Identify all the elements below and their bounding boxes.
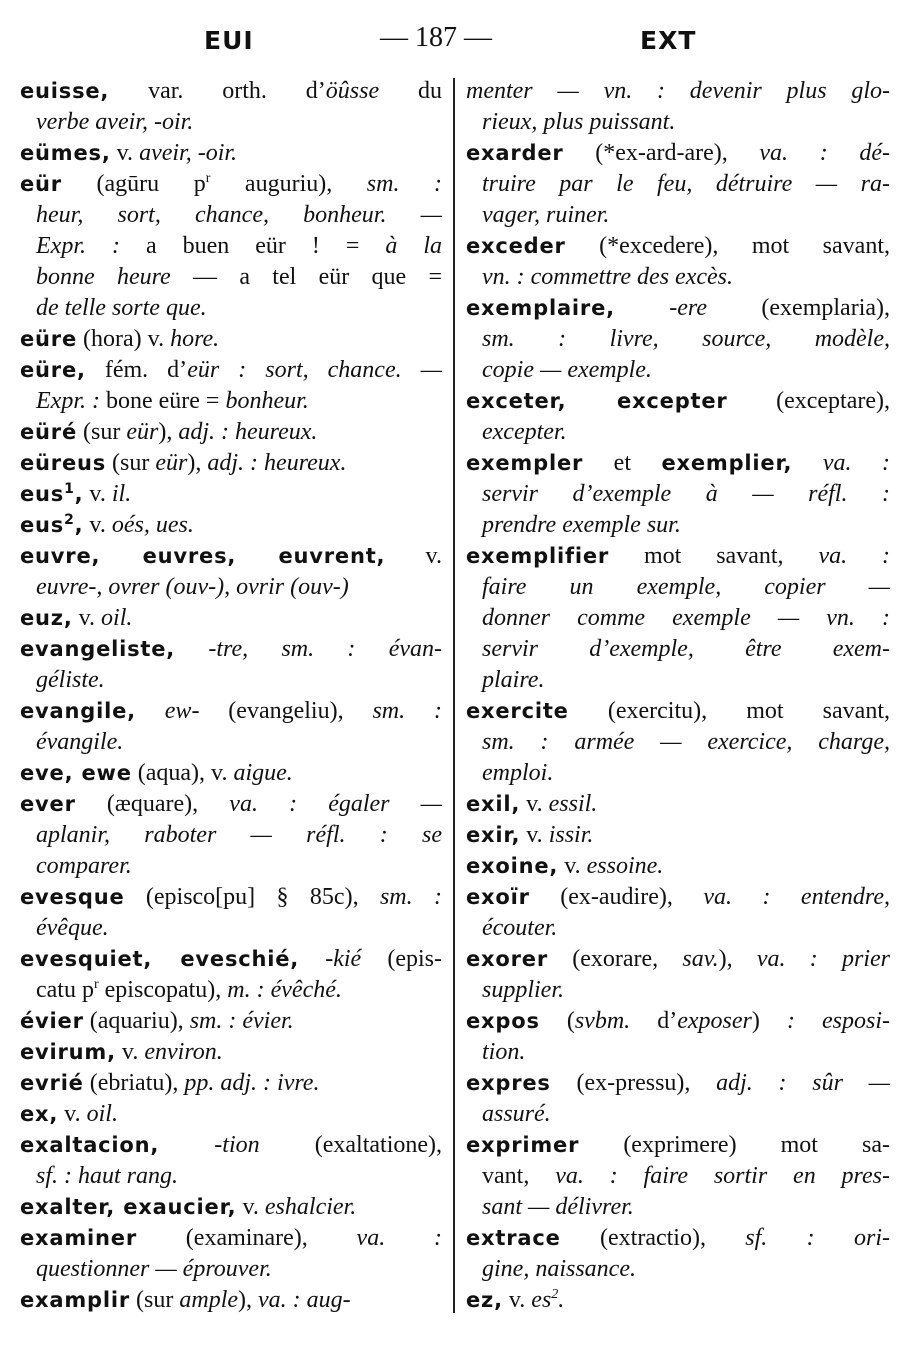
dictionary-entry bbox=[20, 479, 442, 510]
right-column bbox=[466, 76, 890, 1316]
entry-line: exemplifier mot savant, va. : bbox=[466, 543, 890, 569]
entry-line: excepter. bbox=[482, 419, 567, 445]
entry-line: truire par le feu, détruire — ra- bbox=[482, 171, 890, 197]
dictionary-entry bbox=[466, 231, 890, 293]
entry-line: ez, v. $es^2$. bbox=[466, 1287, 565, 1313]
dictionary-entry bbox=[466, 696, 890, 789]
entry-line: vant, va. : faire sortir en pres- bbox=[482, 1163, 890, 1189]
page-number: — 187 — bbox=[380, 22, 492, 53]
dictionary-entry bbox=[20, 1037, 442, 1068]
entry-line: evirum, v. environ. bbox=[20, 1039, 223, 1065]
dictionary-entry bbox=[466, 541, 890, 696]
dictionary-entry bbox=[20, 1006, 442, 1037]
entry-line: euisse, var. orth. d’öûsse du bbox=[20, 78, 442, 104]
dictionary-entry bbox=[20, 696, 442, 758]
entry-line: servir d’exemple à — réfl. : bbox=[482, 481, 890, 507]
dictionary-entry bbox=[466, 386, 890, 448]
dictionary-entry bbox=[20, 355, 442, 417]
dictionary-entry bbox=[20, 634, 442, 696]
dictionary-entry bbox=[20, 1068, 442, 1099]
entry-line: menter — vn. : devenir plus glo- bbox=[466, 78, 890, 104]
entry-line: evesque (episco[pu] § 85c), sm. : bbox=[20, 884, 442, 910]
entry-line: heur, sort, chance, bonheur. — bbox=[36, 202, 442, 228]
entry-line: exercite (exercitu), mot savant, bbox=[466, 698, 890, 724]
dictionary-entry bbox=[466, 1068, 890, 1130]
entry-line: eve, ewe (aqua), v. aigue. bbox=[20, 760, 293, 786]
entry-line: plaire. bbox=[482, 667, 545, 693]
dictionary-entry bbox=[20, 1130, 442, 1192]
entry-line: eür (agūru $p^r$ auguriu), sm. : bbox=[20, 171, 442, 197]
entry-line: exemplaire, -ere (exemplaria), bbox=[466, 295, 890, 321]
entry-line: sant — délivrer. bbox=[482, 1194, 634, 1220]
entry-line: exaltacion, -tion (exaltatione), bbox=[20, 1132, 442, 1158]
entry-line: sm. : armée — exercice, charge, bbox=[482, 729, 890, 755]
entry-line: Expr. : a buen eür ! = à la bbox=[36, 233, 442, 259]
entry-line: évêque. bbox=[36, 915, 109, 941]
entry-line: exoïr (ex-audire), va. : entendre, bbox=[466, 884, 890, 910]
entry-line: servir d’exemple, être exem- bbox=[482, 636, 890, 662]
column-divider bbox=[453, 78, 455, 1313]
entry-line: evangile, ew- (evangeliu), sm. : bbox=[20, 698, 442, 724]
dictionary-entry bbox=[466, 1285, 890, 1316]
entry-line: exir, v. issir. bbox=[466, 822, 594, 848]
entry-line: expres (ex-pressu), adj. : sûr — bbox=[466, 1070, 890, 1096]
entry-line: exceder (*excedere), mot savant, bbox=[466, 233, 890, 259]
dictionary-entry bbox=[466, 448, 890, 541]
entry-line: supplier. bbox=[482, 977, 565, 1003]
dictionary-entry bbox=[20, 541, 442, 603]
dictionary-entry bbox=[20, 138, 442, 169]
dictionary-entry bbox=[466, 851, 890, 882]
entry-line: exprimer (exprimere) mot sa- bbox=[466, 1132, 890, 1158]
entry-line: prendre exemple sur. bbox=[482, 512, 681, 538]
entry-line: examiner (examinare), va. : bbox=[20, 1225, 442, 1251]
dictionary-entry bbox=[20, 448, 442, 479]
entry-line: géliste. bbox=[36, 667, 105, 693]
entry-line: Expr. : bone eüre = bonheur. bbox=[36, 388, 309, 414]
entry-line: sf. : haut rang. bbox=[36, 1163, 179, 1189]
dictionary-entry bbox=[20, 1223, 442, 1285]
dictionary-entry bbox=[466, 1006, 890, 1068]
entry-line: ex, v. oil. bbox=[20, 1101, 118, 1127]
dictionary-entry bbox=[20, 169, 442, 324]
entry-line: aplanir, raboter — réfl. : se bbox=[36, 822, 442, 848]
entry-line: donner comme exemple — vn. : bbox=[482, 605, 890, 631]
entry-line: exempler et exemplier, va. : bbox=[466, 450, 890, 476]
entry-line: evrié (ebriatu), pp. adj. : ivre. bbox=[20, 1070, 320, 1096]
left-column bbox=[20, 76, 442, 1316]
dictionary-entry bbox=[20, 324, 442, 355]
entry-line: euvre, euvres, euvrent, v. bbox=[20, 543, 442, 569]
entry-line: eüre (hora) v. hore. bbox=[20, 326, 220, 352]
entry-line: assuré. bbox=[482, 1101, 551, 1127]
entry-line: euz, v. oil. bbox=[20, 605, 133, 631]
entry-line: exil, v. essil. bbox=[466, 791, 598, 817]
entry-line: questionner — éprouver. bbox=[36, 1256, 272, 1282]
dictionary-entry bbox=[466, 1130, 890, 1223]
dictionary-entry bbox=[466, 138, 890, 231]
entry-line: eüre, fém. d’eür : sort, chance. — bbox=[20, 357, 442, 383]
entry-line: verbe aveir, -oir. bbox=[36, 109, 194, 135]
dictionary-entry bbox=[20, 76, 442, 138]
dictionary-entry bbox=[466, 789, 890, 820]
dictionary-entry bbox=[466, 76, 890, 138]
entry-line: eüré (sur eür), adj. : heureux. bbox=[20, 419, 318, 445]
entry-line: ever (æquare), va. : égaler — bbox=[20, 791, 442, 817]
entry-line: euvre-, ovrer (ouv-), ovrir (ouv-) bbox=[36, 574, 349, 600]
entry-line: rieux, plus puissant. bbox=[482, 109, 676, 135]
entry-line: écouter. bbox=[482, 915, 558, 941]
entry-line: sm. : livre, source, modèle, bbox=[482, 326, 890, 352]
entry-line: bonne heure — a tel eür que = bbox=[36, 264, 442, 290]
entry-line: exalter, exaucier, v. eshalcier. bbox=[20, 1194, 357, 1220]
entry-line: vn. : commettre des excès. bbox=[482, 264, 733, 290]
dictionary-entry bbox=[466, 1223, 890, 1285]
right-running-head: EXT bbox=[640, 26, 697, 55]
entry-line: extrace (extractio), sf. : ori- bbox=[466, 1225, 890, 1251]
entry-line: evangeliste, -tre, sm. : évan- bbox=[20, 636, 442, 662]
entry-line: examplir (sur ample), va. : aug- bbox=[20, 1287, 351, 1313]
entry-line: eümes, v. aveir, -oir. bbox=[20, 140, 238, 166]
entry-line: gine, naissance. bbox=[482, 1256, 636, 1282]
entry-line: de telle sorte que. bbox=[36, 295, 207, 321]
entry-line: exorer (exorare, sav.), va. : prier bbox=[466, 946, 890, 972]
dictionary-entry bbox=[466, 882, 890, 944]
entry-line: exceter, excepter (exceptare), bbox=[466, 388, 890, 414]
left-running-head: EUI bbox=[204, 26, 254, 55]
entry-line: comparer. bbox=[36, 853, 132, 879]
entry-line: exarder (*ex-ard-are), va. : dé- bbox=[466, 140, 890, 166]
dictionary-entry bbox=[466, 944, 890, 1006]
entry-line: faire un exemple, copier — bbox=[482, 574, 890, 600]
entry-line: vager, ruiner. bbox=[482, 202, 610, 228]
entry-line: emploi. bbox=[482, 760, 554, 786]
dictionary-entry bbox=[20, 1192, 442, 1223]
entry-line: tion. bbox=[482, 1039, 526, 1065]
entry-line: exoine, v. essoine. bbox=[466, 853, 664, 879]
dictionary-entry bbox=[20, 944, 442, 1006]
entry-line: évier (aquariu), sm. : évier. bbox=[20, 1008, 294, 1034]
dictionary-entry bbox=[466, 820, 890, 851]
dictionary-entry bbox=[20, 882, 442, 944]
dictionary-entry bbox=[20, 417, 442, 448]
dictionary-entry bbox=[20, 789, 442, 882]
entry-line: eüreus (sur eür), adj. : heureux. bbox=[20, 450, 347, 476]
dictionary-entry bbox=[20, 758, 442, 789]
entry-line: evesquiet, eveschié, -kié (epis- bbox=[20, 946, 442, 972]
entry-line: eus$^1$, v. il. bbox=[20, 481, 132, 507]
entry-line: évangile. bbox=[36, 729, 124, 755]
entry-line: catu $p^r$ episcopatu), m. : évêché. bbox=[36, 977, 342, 1003]
page-header bbox=[0, 18, 919, 58]
entry-line: eus$^2$, v. oés, ues. bbox=[20, 512, 194, 538]
dictionary-entry bbox=[20, 510, 442, 541]
dictionary-entry bbox=[20, 1285, 442, 1316]
dictionary-entry bbox=[466, 293, 890, 386]
dictionary-entry bbox=[20, 1099, 442, 1130]
entry-line: copie — exemple. bbox=[482, 357, 652, 383]
dictionary-entry bbox=[20, 603, 442, 634]
entry-line: expos (svbm. d’exposer) : esposi- bbox=[466, 1008, 890, 1034]
